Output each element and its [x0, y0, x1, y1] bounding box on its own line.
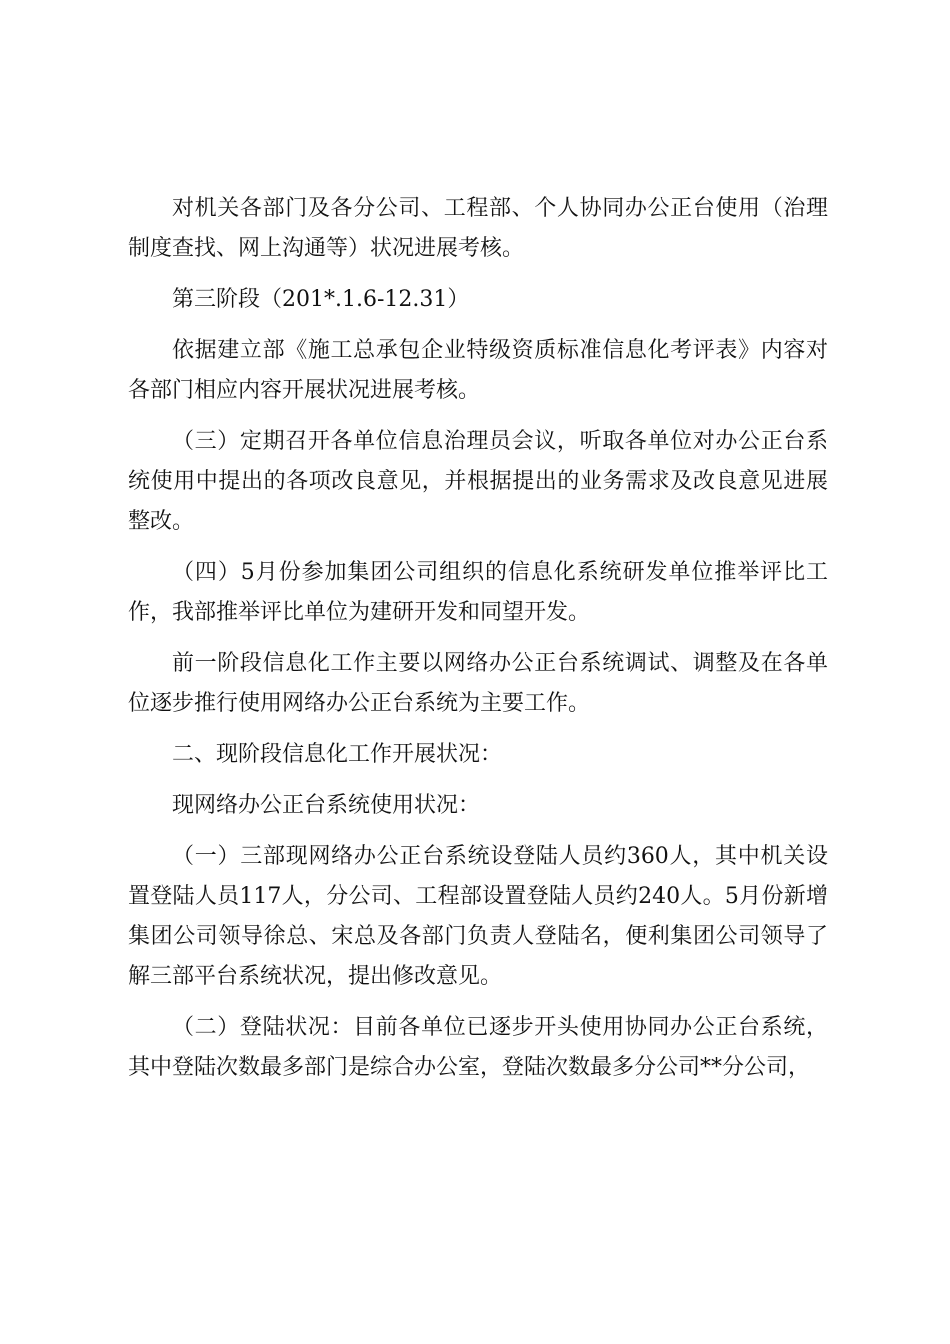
- paragraph: （三）定期召开各单位信息治理员会议，听取各单位对办公正台系统使用中提出的各项改良意见，并根据提出的业务需求及改良意见进展整改。: [128, 429, 828, 534]
- paragraph: 对机关各部门及各分公司、工程部、个人协同办公正台使用（治理制度查找、网上沟通等）状况进展考核。: [128, 196, 828, 261]
- paragraph: 第三阶段（201*.1.6-12.31）: [172, 287, 470, 312]
- paragraph: （一）三部现网络办公正台系统设登陆人员约360人，其中机关设置登陆人员117人，分公司、工程部设置登陆人员约240人。5月份新增集团公司领导徐总、宋总及各部门负责人登陆名，便利集团公司领导了解三部平台系统状况，提出修改意见。: [128, 844, 828, 989]
- paragraph: （二）登陆状况：目前各单位已逐步开头使用协同办公正台系统，其中登陆次数最多部门是综合办公室，登陆次数最多分公司**分公司，: [128, 1015, 828, 1080]
- section-heading: 二、现阶段信息化工作开展状况：: [172, 742, 503, 767]
- paragraph: 现网络办公正台系统使用状况：: [172, 793, 481, 818]
- document-body: [128, 189, 828, 1099]
- paragraph: 依据建立部《施工总承包企业特级资质标准信息化考评表》内容对各部门相应内容开展状况进展考核。: [128, 338, 828, 403]
- paragraph: 前一阶段信息化工作主要以网络办公正台系统调试、调整及在各单位逐步推行使用网络办公正台系统为主要工作。: [128, 651, 828, 716]
- paragraph: （四）5月份参加集团公司组织的信息化系统研发单位推举评比工作，我部推举评比单位为建研开发和同望开发。: [128, 560, 828, 625]
